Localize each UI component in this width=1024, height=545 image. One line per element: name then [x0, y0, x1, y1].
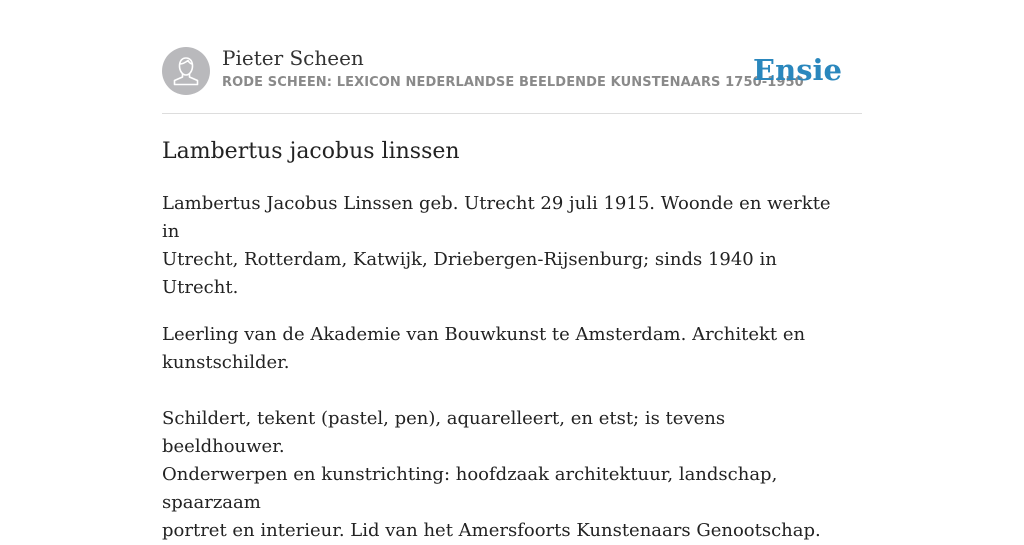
ensie-logo[interactable]: Ensie [753, 53, 842, 87]
article [162, 136, 852, 545]
article-paragraph: Leerling van de Akademie van Bouwkunst te Amsterdam. Architekt en kunstschilder. Schildert, tekent (pastel, pen), aquarelleert, en etst; is tevens beeldhouwer. Onderwerpen en kunstrichting: hoofdzaak architektuur, landschap, spaarzaam portret en interieur. Lid van het Amersfoorts Kunstenaars Genootschap. [162, 324, 821, 541]
article-title: Lambertus jacobus linssen [162, 139, 460, 164]
author-name[interactable]: Pieter Scheen [222, 46, 364, 70]
source-title[interactable]: RODE SCHEEN: LEXICON NEDERLANDSE BEELDENDE KUNSTENAARS 1750-1950 [222, 75, 804, 90]
page-header [162, 46, 862, 114]
article-paragraph: Lambertus Jacobus Linssen geb. Utrecht 29 juli 1915. Woonde en werkte in Utrecht, Rotterdam, Katwijk, Driebergen-Rijsenburg; sinds 1940 in Utrecht. [162, 193, 831, 298]
user-icon [162, 47, 210, 95]
avatar[interactable] [162, 47, 210, 95]
